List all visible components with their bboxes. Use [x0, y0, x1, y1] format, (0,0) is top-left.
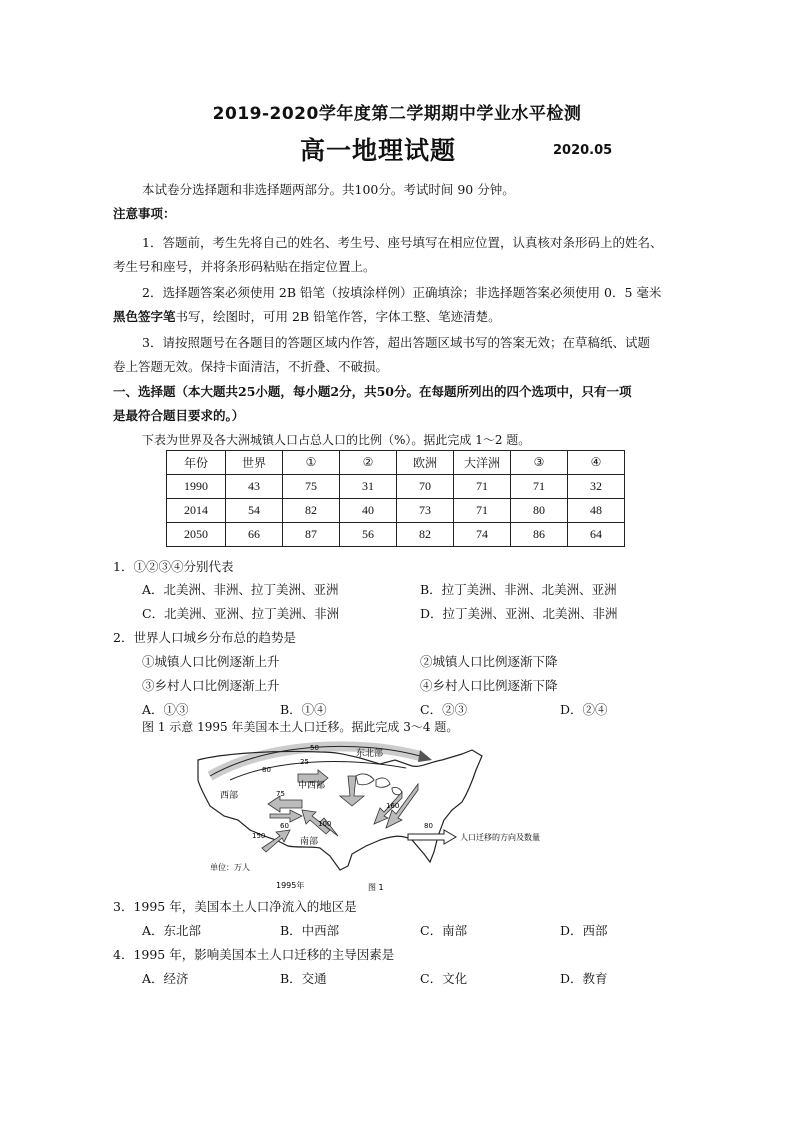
table-cell: 75 [283, 475, 340, 499]
table-header-cell: 世界 [226, 451, 283, 475]
migration-map [180, 736, 600, 896]
table-header-cell: ④ [568, 451, 625, 475]
figure-intro: 图 1 示意 1995 年美国本土人口迁移。据此完成 3～4 题。 [142, 720, 459, 734]
note-2-line1: 2．选择题答案必须使用 2B 铅笔（按填涂样例）正确填涂；非选择题答案必须使用 0．5 毫米 [142, 285, 662, 300]
legend-value: 80 [424, 822, 433, 830]
notes-heading: 注意事项： [113, 206, 176, 221]
q3-option-c: C．南部 [420, 923, 468, 938]
exam-date: 2020.05 [553, 143, 613, 158]
q1-option-c: C．北美洲、亚洲、拉丁美洲、非洲 [142, 606, 340, 621]
flow-label: 75 [276, 790, 285, 798]
table-cell: 2014 [167, 499, 226, 523]
q2-statement-3: ③乡村人口比例逐渐上升 [142, 678, 280, 693]
us-outline [198, 750, 482, 870]
table-cell: 86 [511, 523, 568, 547]
q2-statement-2: ②城镇人口比例逐渐下降 [420, 654, 558, 669]
table-intro: 下表为世界及各大洲城镇人口占总人口的比例（%）。据此完成 1～2 题。 [142, 433, 531, 447]
arrow-west [268, 796, 302, 812]
q2-option-a: A．①③ [142, 702, 189, 717]
q1-option-b: B．拉丁美洲、非洲、北美洲、亚洲 [420, 582, 617, 597]
q2-statement-1: ①城镇人口比例逐渐上升 [142, 654, 280, 669]
q1-option-a: A．北美洲、非洲、拉丁美洲、亚洲 [142, 582, 339, 597]
exam-subtitle: 高一地理试题 [300, 136, 457, 165]
arrow-75 [340, 776, 364, 806]
q2-option-b: B．①④ [280, 702, 327, 717]
table-cell: 54 [226, 499, 283, 523]
arrow-150 [262, 830, 290, 852]
section1-heading-line2: 是最符合题目要求的。） [113, 408, 245, 423]
table-cell: 43 [226, 475, 283, 499]
region-south: 南部 [300, 837, 319, 847]
flow-label: 80 [262, 766, 271, 774]
table-cell: 32 [568, 475, 625, 499]
table-cell: 56 [340, 523, 397, 547]
note-2-rest: 书写，绘图时，可用 2B 铅笔作答，字体工整、笔迹清楚。 [175, 309, 501, 324]
flow-label: 60 [280, 822, 289, 830]
flow-label: 160 [386, 802, 400, 810]
exam-title: 2019-2020学年度第二学期期中学业水平检测 [212, 104, 582, 124]
q1-stem: 1．①②③④分别代表 [113, 559, 234, 574]
note-1-line1: 1．答题前，考生先将自己的姓名、考生号、座号填写在相应位置，认真核对条形码上的姓名、 [142, 235, 663, 250]
table-cell: 70 [397, 475, 454, 499]
intro-text: 本试卷分选择题和非选择题两部分。共100分。考试时间 90 分钟。 [142, 182, 515, 197]
legend-arrow-icon [408, 830, 456, 844]
region-west: 西部 [220, 791, 239, 801]
population-table [166, 450, 625, 547]
q2-option-d: D．②④ [560, 702, 608, 717]
table-cell: 40 [340, 499, 397, 523]
table-header-cell: 大洋洲 [454, 451, 511, 475]
table-cell: 71 [454, 499, 511, 523]
flow-label: 50 [310, 744, 319, 752]
section1-heading-line1: 一、选择题（本大题共25小题，每小题2分，共50分。在每题所列出的四个选项中，只有一项 [113, 384, 632, 399]
legend-label: 人口迁移的方向及数量 [460, 833, 540, 842]
region-northeast: 东北部 [356, 749, 384, 759]
note-3-line1: 3．请按照题号在各题目的答题区域内作答，超出答题区域书写的答案无效；在草稿纸、试题 [142, 335, 650, 350]
map-unit: 单位：万人 [210, 863, 250, 872]
table-cell: 66 [226, 523, 283, 547]
q3-option-a: A．东北部 [142, 923, 202, 938]
table-header-cell: 年份 [167, 451, 226, 475]
note-2-line2 [113, 309, 501, 325]
q4-option-d: D．教育 [560, 971, 608, 986]
table-header-cell: ① [283, 451, 340, 475]
table-header-cell: ② [340, 451, 397, 475]
q4-option-c: C．文化 [420, 971, 468, 986]
table-cell: 2050 [167, 523, 226, 547]
note-1-line2: 考生号和座号，并将条形码粘贴在指定位置上。 [113, 259, 376, 274]
table-cell: 31 [340, 475, 397, 499]
q4-stem: 4．1995 年，影响美国本土人口迁移的主导因素是 [113, 947, 395, 962]
q3-option-b: B．中西部 [280, 923, 340, 938]
table-cell: 74 [454, 523, 511, 547]
q2-stem: 2．世界人口城乡分布总的趋势是 [113, 630, 296, 645]
table-cell: 80 [511, 499, 568, 523]
great-lakes [356, 774, 402, 795]
table-cell: 71 [454, 475, 511, 499]
q3-option-d: D．西部 [560, 923, 608, 938]
table-header-cell: ③ [511, 451, 568, 475]
table-cell: 87 [283, 523, 340, 547]
table-cell: 82 [283, 499, 340, 523]
arrow-60 [270, 810, 302, 822]
table-header-cell: 欧洲 [397, 451, 454, 475]
table-cell: 71 [511, 475, 568, 499]
region-midwest: 中西部 [298, 781, 326, 791]
table-cell: 1990 [167, 475, 226, 499]
q3-stem: 3．1995 年，美国本土人口净流入的地区是 [113, 899, 357, 914]
map-year: 1995年 [276, 881, 305, 890]
q4-option-b: B．交通 [280, 971, 327, 986]
flow-label: 25 [300, 758, 309, 766]
table-cell: 48 [568, 499, 625, 523]
table-header-row [167, 451, 625, 475]
note-2-emphasis: 黑色签字笔 [113, 309, 176, 324]
table-cell: 73 [397, 499, 454, 523]
table-row [167, 499, 625, 523]
q1-option-d: D．拉丁美洲、亚洲、北美洲、非洲 [420, 606, 618, 621]
table-cell: 64 [568, 523, 625, 547]
q4-option-a: A．经济 [142, 971, 189, 986]
table-cell: 82 [397, 523, 454, 547]
q2-option-c: C．②③ [420, 702, 468, 717]
flow-label: 100 [318, 820, 332, 828]
note-3-line2: 卷上答题无效。保持卡面清洁，不折叠、不破损。 [113, 359, 389, 374]
q2-statement-4: ④乡村人口比例逐渐下降 [420, 678, 558, 693]
table-row [167, 475, 625, 499]
flow-label: 150 [252, 832, 266, 840]
table-row [167, 523, 625, 547]
figure-caption: 图 1 [368, 883, 384, 892]
